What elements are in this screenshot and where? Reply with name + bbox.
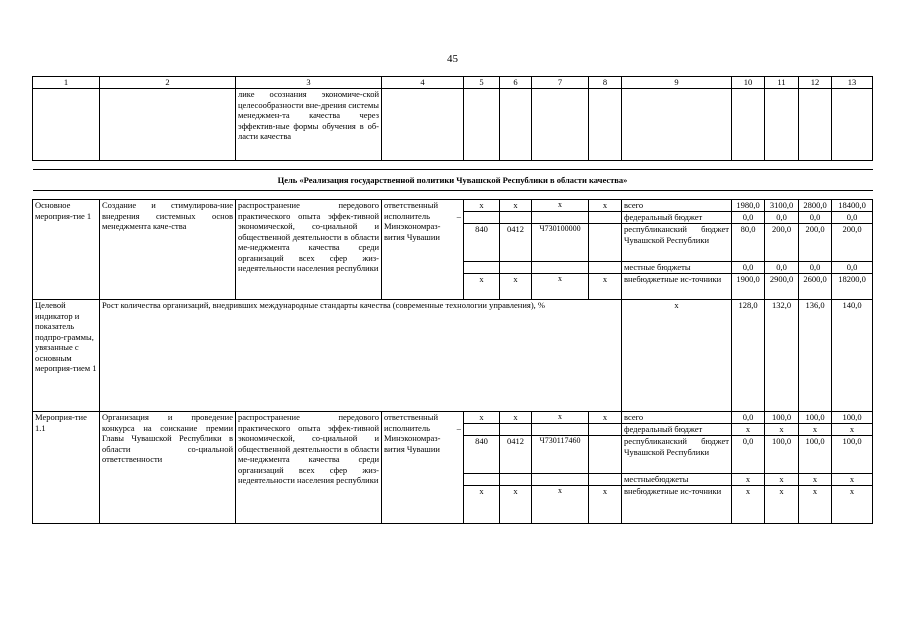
- funding-amount: 0,0: [832, 212, 873, 224]
- target-article-code: [532, 212, 589, 224]
- funding-amount: x: [832, 486, 873, 524]
- funding-amount: 2900,0: [765, 274, 799, 300]
- target-article-code: Ч730100000: [532, 224, 589, 262]
- funding-amount: x: [765, 486, 799, 524]
- funding-amount: 100,0: [832, 436, 873, 474]
- funding-amount: 200,0: [799, 224, 832, 262]
- section-code: x: [500, 412, 532, 424]
- ministry-code: x: [464, 274, 500, 300]
- funding-amount: 0,0: [765, 212, 799, 224]
- funding-source: федеральный бюджет: [622, 424, 732, 436]
- funding-amount: x: [832, 424, 873, 436]
- funding-amount: 200,0: [765, 224, 799, 262]
- event-executor: ответственный исполнитель – Минэкономраз-вития Чувашии: [382, 200, 464, 300]
- funding-amount: x: [765, 424, 799, 436]
- column-number: 13: [832, 77, 873, 89]
- section-code: x: [500, 200, 532, 212]
- section-code: [500, 474, 532, 486]
- target-article-code: [532, 424, 589, 436]
- funding-amount: 0,0: [765, 262, 799, 274]
- section-code: x: [500, 274, 532, 300]
- funding-amount: 0,0: [732, 436, 765, 474]
- funding-row: [33, 200, 873, 212]
- column-number: 3: [236, 77, 382, 89]
- event-executor: ответственный исполнитель – Минэкономраз-вития Чувашии: [382, 412, 464, 524]
- ministry-code: x: [464, 200, 500, 212]
- ministry-code: [464, 424, 500, 436]
- funding-amount: 100,0: [799, 436, 832, 474]
- expense-type-code: [589, 436, 622, 474]
- funding-amount: 0,0: [799, 262, 832, 274]
- goal-title: Цель «Реализация государственной политики Чувашской Республики в области качества»: [33, 170, 873, 191]
- column-number: 1: [33, 77, 100, 89]
- section-code: 0412: [500, 436, 532, 474]
- column-number: 4: [382, 77, 464, 89]
- funding-amount: 0,0: [732, 212, 765, 224]
- funding-source: местные бюджеты: [622, 262, 732, 274]
- continuation-row: [33, 89, 873, 161]
- target-article-code: [532, 262, 589, 274]
- ministry-code: [464, 212, 500, 224]
- section-code: [500, 424, 532, 436]
- funding-amount: 2800,0: [799, 200, 832, 212]
- funding-source: всего: [622, 200, 732, 212]
- column-number: 11: [765, 77, 799, 89]
- indicator-value: 132,0: [765, 300, 799, 412]
- column-number: 5: [464, 77, 500, 89]
- indicator-name: Целевой индикатор и показатель подпро-граммы, увязанные с основным мероприя-тием 1: [33, 300, 100, 412]
- target-article-code: [532, 474, 589, 486]
- indicator-value: 136,0: [799, 300, 832, 412]
- column-number: 8: [589, 77, 622, 89]
- funding-amount: 18400,0: [832, 200, 873, 212]
- event-name: Основное мероприя-тие 1: [33, 200, 100, 300]
- ministry-code: [464, 474, 500, 486]
- indicator-row: [33, 300, 873, 412]
- continuation-result-text: лике осознания экономиче-ской целесообразности вне-дрения системы менеджмен-та качества через эффектив-ные формы обучения в об-ласти качества: [236, 89, 382, 161]
- column-number-row: [33, 77, 873, 89]
- ministry-code: 840: [464, 436, 500, 474]
- expense-type-code: [589, 262, 622, 274]
- funding-amount: 80,0: [732, 224, 765, 262]
- funding-amount: 1980,0: [732, 200, 765, 212]
- section-code: [500, 262, 532, 274]
- indicator-source: x: [622, 300, 732, 412]
- funding-row: [33, 412, 873, 424]
- funding-amount: 100,0: [799, 412, 832, 424]
- funding-amount: 18200,0: [832, 274, 873, 300]
- expense-type-code: [589, 424, 622, 436]
- target-article-code: Ч730117460: [532, 436, 589, 474]
- event-result: распространение передового практического опыта эффек-тивной экономической, со-циальной и общественной деятельности в области ме-неджмента качества среди организаций всех сфер жиз-недеятельности населения республики: [236, 200, 382, 300]
- expense-type-code: [589, 224, 622, 262]
- funding-amount: 0,0: [799, 212, 832, 224]
- target-article-code: x: [532, 200, 589, 212]
- funding-amount: x: [832, 474, 873, 486]
- column-number: 2: [100, 77, 236, 89]
- page-number: 45: [447, 53, 458, 65]
- expense-type-code: x: [589, 412, 622, 424]
- column-number: 9: [622, 77, 732, 89]
- event-result: распространение передового практического опыта эффек-тивной экономической, со-циальной и общественной деятельности в области ме-неджмента качества среди организаций всех сфер жиз-недеятельности населения республики: [236, 412, 382, 524]
- funding-source: внебюджетные ис-точники: [622, 486, 732, 524]
- section-code: 0412: [500, 224, 532, 262]
- funding-amount: 0,0: [832, 262, 873, 274]
- funding-amount: x: [732, 474, 765, 486]
- funding-source: местныебюджеты: [622, 474, 732, 486]
- funding-amount: 200,0: [832, 224, 873, 262]
- ministry-code: x: [464, 412, 500, 424]
- column-number: 12: [799, 77, 832, 89]
- column-number: 7: [532, 77, 589, 89]
- event-title: Организация и проведение конкурса на соискание премии Главы Чувашской Республики в области со-циальной ответственности: [100, 412, 236, 524]
- expense-type-code: [589, 212, 622, 224]
- funding-source: республиканский бюджет Чувашской Республики: [622, 436, 732, 474]
- funding-amount: x: [799, 474, 832, 486]
- ministry-code: [464, 262, 500, 274]
- funding-source: внебюджетные ис-точники: [622, 274, 732, 300]
- indicator-value: 128,0: [732, 300, 765, 412]
- expense-type-code: x: [589, 274, 622, 300]
- expense-type-code: x: [589, 200, 622, 212]
- section-code: [500, 212, 532, 224]
- funding-amount: x: [732, 486, 765, 524]
- funding-source: федеральный бюджет: [622, 212, 732, 224]
- funding-amount: 100,0: [832, 412, 873, 424]
- funding-amount: 3100,0: [765, 200, 799, 212]
- funding-amount: x: [732, 424, 765, 436]
- column-number: 10: [732, 77, 765, 89]
- indicator-value: 140,0: [832, 300, 873, 412]
- section-code: x: [500, 486, 532, 524]
- funding-amount: x: [799, 486, 832, 524]
- ministry-code: 840: [464, 224, 500, 262]
- event-name: Мероприя-тие 1.1: [33, 412, 100, 524]
- funding-amount: 1900,0: [732, 274, 765, 300]
- expense-type-code: x: [589, 486, 622, 524]
- funding-source: республиканский бюджет Чувашской Республики: [622, 224, 732, 262]
- funding-amount: x: [799, 424, 832, 436]
- ministry-code: x: [464, 486, 500, 524]
- funding-amount: x: [765, 474, 799, 486]
- expense-type-code: [589, 474, 622, 486]
- funding-amount: 2600,0: [799, 274, 832, 300]
- column-number: 6: [500, 77, 532, 89]
- indicator-text: Рост количества организаций, внедривших международные стандарты качества (современные технологии управления), %: [100, 300, 622, 412]
- funding-amount: 100,0: [765, 412, 799, 424]
- funding-source: всего: [622, 412, 732, 424]
- funding-amount: 0,0: [732, 262, 765, 274]
- program-table: [32, 76, 873, 524]
- funding-amount: 0,0: [732, 412, 765, 424]
- target-article-code: x: [532, 412, 589, 424]
- target-article-code: x: [532, 486, 589, 524]
- target-article-code: x: [532, 274, 589, 300]
- funding-amount: 100,0: [765, 436, 799, 474]
- event-title: Создание и стимулирова-ние внедрения системных основ менеджмента каче-ства: [100, 200, 236, 300]
